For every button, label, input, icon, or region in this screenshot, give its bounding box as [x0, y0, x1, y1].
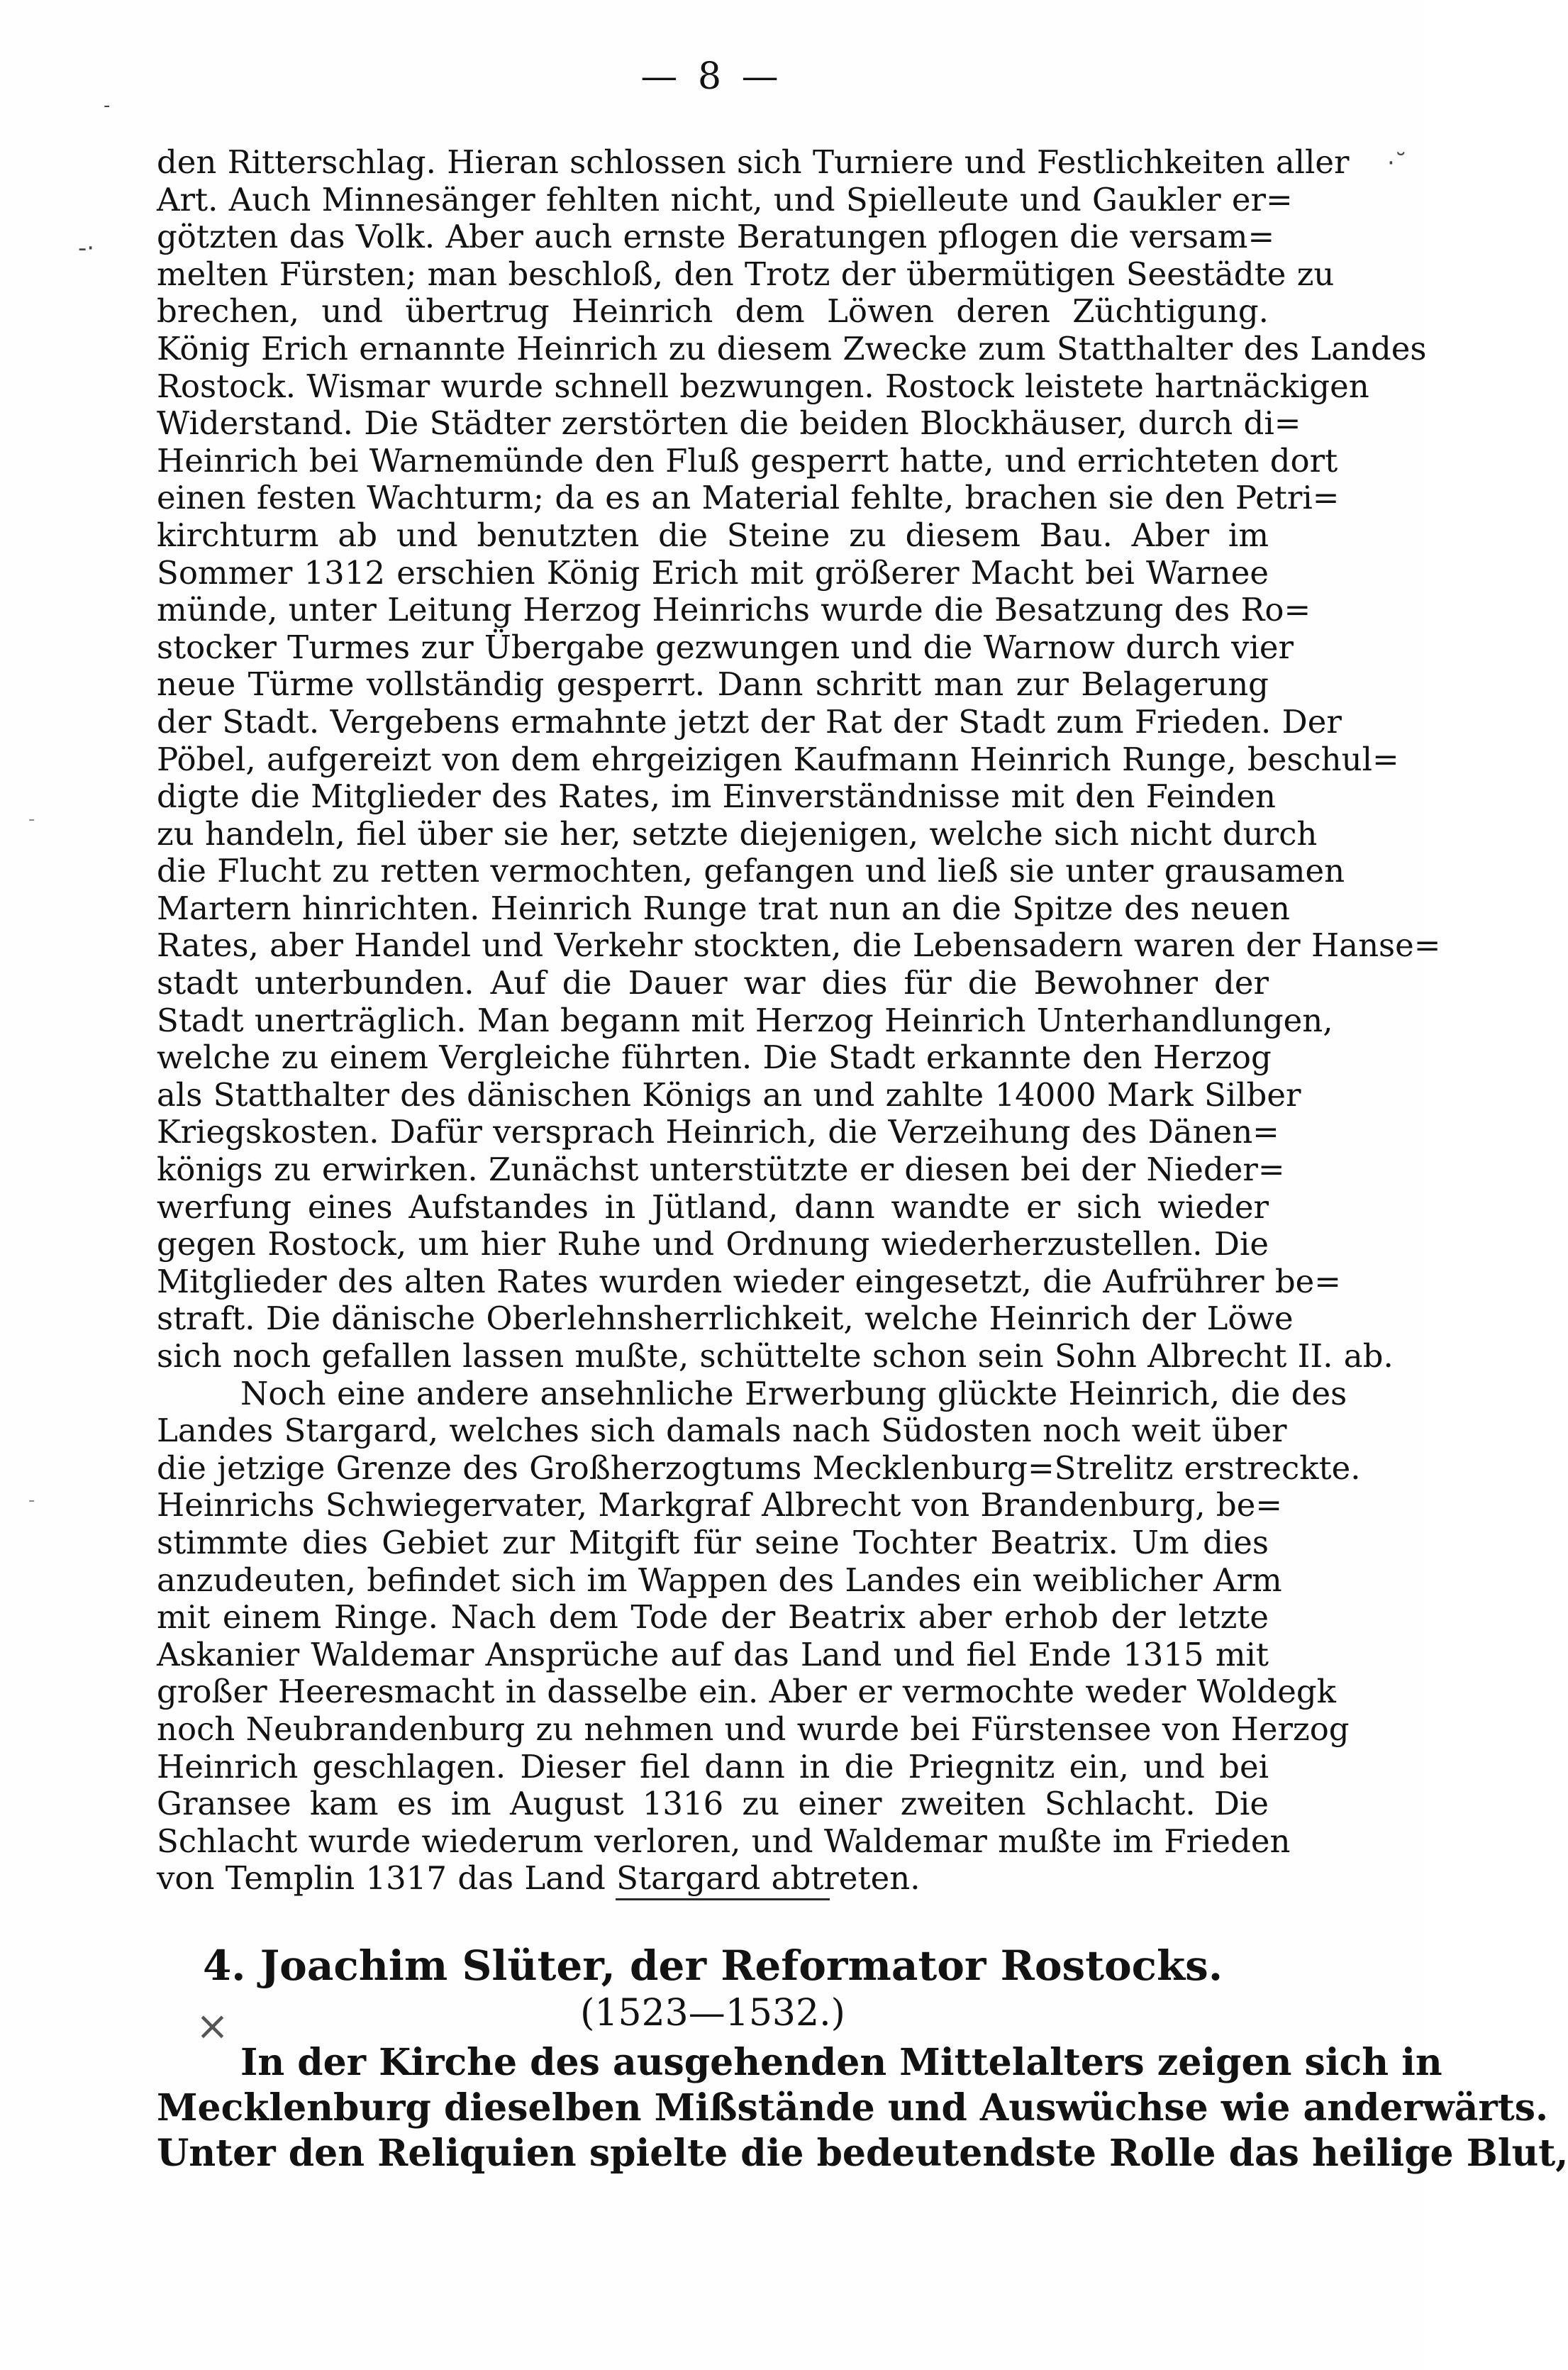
text-line: digte die Mitglieder des Rates, im Einverständnisse mit den Feinden: [157, 777, 1276, 816]
text-line: Rostock. Wismar wurde schnell bezwungen. Rostock leistete hartnäckigen: [157, 367, 1369, 405]
margin-speck: ·˘: [1387, 149, 1407, 177]
text-line: Stadt unerträglich. Man begann mit Herzog Heinrich Unterhandlungen,: [157, 1001, 1333, 1039]
text-line: kirchturm ab und benutzten die Steine zu diesem Bau. Aber im: [157, 516, 1269, 554]
text-line: gegen Rostock, um hier Ruhe und Ordnung wiederherzustellen. Die: [157, 1225, 1269, 1263]
margin-speck: -: [104, 95, 111, 116]
text-line: götzten das Volk. Aber auch ernste Beratungen pflogen die versam=: [157, 218, 1275, 256]
text-line: den Ritterschlag. Hieran schlossen sich Turniere und Festlichkeiten aller: [157, 143, 1350, 181]
text-line: Heinrich geschlagen. Dieser fiel dann in die Priegnitz ein, und bei: [157, 1747, 1269, 1785]
text-line: melten Fürsten; man beschloß, den Trotz der übermütigen Seestädte zu: [157, 255, 1335, 293]
text-line: die Flucht zu retten vermochten, gefangen und ließ sie unter grausamen: [157, 852, 1345, 890]
text-line: Mecklenburg dieselben Mißstände und Auswüchse wie anderwärts.: [157, 2086, 1549, 2130]
text-line: neue Türme vollständig gesperrt. Dann schritt man zur Belagerung: [157, 665, 1269, 704]
text-line: Martern hinrichten. Heinrich Runge trat nun an die Spitze des neuen: [157, 889, 1291, 927]
text-line: münde, unter Leitung Herzog Heinrichs wurde die Besatzung des Ro=: [157, 591, 1311, 629]
margin-speck: -·: [78, 234, 95, 262]
text-line: Unter den Reliquien spielte die bedeutendste Rolle das heilige Blut,: [157, 2132, 1568, 2175]
text-line: mit einem Ringe. Nach dem Tode der Beatrix aber erhob der letzte: [157, 1598, 1269, 1637]
text-line: Pöbel, aufgereizt von dem ehrgeizigen Kaufmann Heinrich Runge, beschul=: [157, 740, 1399, 778]
page-number: — 8 —: [640, 55, 783, 98]
text-line: straft. Die dänische Oberlehnsherrlichkeit, welche Heinrich der Löwe: [157, 1300, 1294, 1338]
text-line: anzudeuten, befindet sich im Wappen des Landes ein weiblicher Arm: [157, 1561, 1282, 1599]
text-line: sich noch gefallen lassen mußte, schüttelte schon sein Sohn Albrecht II. ab.: [157, 1337, 1394, 1375]
text-line: brechen, und übertrug Heinrich dem Löwen deren Züchtigung.: [157, 292, 1269, 331]
text-line: stocker Turmes zur Übergabe gezwungen und die Warnow durch vier: [157, 628, 1294, 666]
text-line: Widerstand. Die Städter zerstörten die beiden Blockhäuser, durch di=: [157, 404, 1301, 443]
text-line: zu handeln, fiel über sie her, setzte diejenigen, welche sich nicht durch: [157, 814, 1318, 853]
text-line: von Templin 1317 das Land Stargard abtreten.: [157, 1859, 921, 1898]
text-line: Heinrich bei Warnemünde den Fluß gesperrt hatte, und errichteten dort: [157, 441, 1338, 480]
text-line: stadt unterbunden. Auf die Dauer war dies für die Bewohner der: [157, 964, 1269, 1002]
text-line: großer Heeresmacht in dasselbe ein. Aber er vermochte weder Woldegk: [157, 1673, 1336, 1711]
text-line: Noch eine andere ansehnliche Erwerbung glückte Heinrich, die des: [240, 1374, 1347, 1412]
text-line: stimmte dies Gebiet zur Mitgift für seine Tochter Beatrix. Um dies: [157, 1523, 1269, 1561]
text-line: Mitglieder des alten Rates wurden wieder eingesetzt, die Aufrührer be=: [157, 1262, 1341, 1300]
margin-speck: -: [28, 809, 35, 830]
text-line: königs zu erwirken. Zunächst unterstützte er diesen bei der Nieder=: [157, 1151, 1285, 1189]
text-line: Gransee kam es im August 1316 zu einer zweiten Schlacht. Die: [157, 1785, 1269, 1823]
margin-speck: -: [28, 1490, 35, 1511]
text-line: Heinrichs Schwiegervater, Markgraf Albrecht von Brandenburg, be=: [157, 1486, 1283, 1524]
text-line: als Statthalter des dänischen Königs an und zahlte 14000 Mark Silber: [157, 1075, 1301, 1114]
text-line: Landes Stargard, welches sich damals nach Südosten noch weit über: [157, 1412, 1287, 1450]
pencil-mark: ×: [196, 2003, 229, 2049]
text-line: werfung eines Aufstandes in Jütland, dann wandte er sich wieder: [157, 1187, 1269, 1226]
text-line: Art. Auch Minnesänger fehlten nicht, und Spielleute und Gaukler er=: [157, 180, 1293, 218]
section-years: (1523—1532.): [580, 1992, 845, 2034]
text-line: In der Kirche des ausgehenden Mittelalters zeigen sich in: [240, 2041, 1442, 2084]
body-text: [157, 143, 1441, 1898]
text-line: Schlacht wurde wiederum verloren, und Waldemar mußte im Frieden: [157, 1822, 1291, 1860]
section-text: [157, 2040, 1568, 2176]
text-line: König Erich ernannte Heinrich zu diesem Zwecke zum Statthalter des Landes: [157, 329, 1427, 367]
text-line: der Stadt. Vergebens ermahnte jetzt der Rat der Stadt zum Frieden. Der: [157, 702, 1342, 741]
text-line: die jetzige Grenze des Großherzogtums Mecklenburg=Strelitz erstreckte.: [157, 1449, 1361, 1487]
text-line: noch Neubrandenburg zu nehmen und wurde bei Fürstensee von Herzog: [157, 1710, 1350, 1748]
text-line: einen festen Wachturm; da es an Material fehlte, brachen sie den Petri=: [157, 479, 1340, 517]
text-line: Askanier Waldemar Ansprüche auf das Land und fiel Ende 1315 mit: [157, 1635, 1269, 1673]
section-heading: 4. Joachim Slüter, der Reformator Rostocks.: [202, 1942, 1223, 1990]
section-divider: [616, 1898, 830, 1900]
text-line: welche zu einem Vergleiche führten. Die Stadt erkannte den Herzog: [157, 1039, 1272, 1077]
text-line: Kriegskosten. Dafür versprach Heinrich, die Verzeihung des Dänen=: [157, 1113, 1279, 1151]
text-line: Sommer 1312 erschien König Erich mit größerer Macht bei Warnee: [157, 553, 1269, 592]
text-line: Rates, aber Handel und Verkehr stockten, die Lebensadern waren der Hanse=: [157, 926, 1441, 965]
